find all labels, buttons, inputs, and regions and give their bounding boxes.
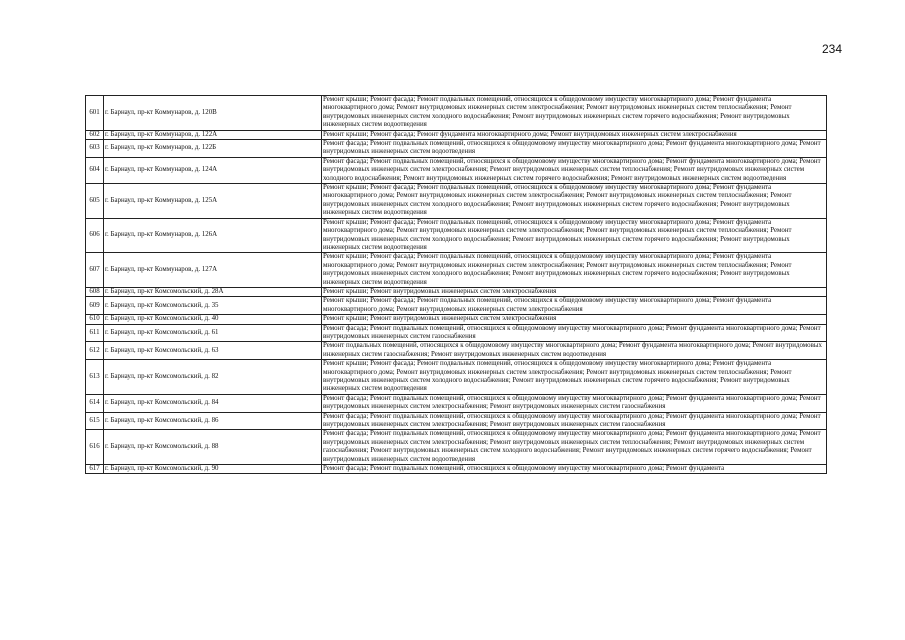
row-number: 615: [86, 412, 104, 430]
row-works: Ремонт фасада; Ремонт подвальных помещений, относящихся к общедомовому имуществу многоквартирного дома; Ремонт фундамента многоквартирного дома; Ремонт внутридомовых инженерных систем электроснабжения; Ремонт внутридомовых инженерных систем теплоснабжения; Ремонт внутридомовых инженерных систем газоснабжения; Ремонт внутридомовых инженерных систем холодного водоснабжения; Ремонт внутридомовых инженерных систем горячего водоснабжения; Ремонт внутридомовых инженерных систем водоотведения: [322, 430, 827, 465]
row-works: Ремонт крыши; Ремонт внутридомовых инженерных систем электроснабжения: [322, 287, 827, 296]
row-number: 617: [86, 465, 104, 474]
row-number: 616: [86, 430, 104, 465]
row-address: г. Барнаул, пр-кт Комсомольский, д. 86: [104, 412, 322, 430]
row-number: 614: [86, 394, 104, 412]
table-row: [86, 315, 827, 324]
table-row: [86, 140, 827, 158]
table-row: [86, 287, 827, 296]
row-address: г. Барнаул, пр-кт Коммунаров, д. 126А: [104, 218, 322, 253]
table-row: [86, 430, 827, 465]
row-works: Ремонт крыши; Ремонт фасада; Ремонт подвальных помещений, относящихся к общедомовому имуществу многоквартирного дома; Ремонт фундамента многоквартирного дома; Ремонт внутридомовых инженерных систем электроснабжения; Ремонт внутридомовых инженерных систем теплоснабжения; Ремонт внутридомовых инженерных систем холодного водоснабжения; Ремонт внутридомовых инженерных систем горячего водоснабжения; Ремонт внутридомовых инженерных систем водоотведения: [322, 253, 827, 288]
row-address: г. Барнаул, пр-кт Комсомольский, д. 82: [104, 360, 322, 395]
row-number: 612: [86, 342, 104, 360]
row-works: Ремонт фасада; Ремонт подвальных помещений, относящихся к общедомовому имуществу многоквартирного дома; Ремонт фундамента: [322, 465, 827, 474]
row-address: г. Барнаул, пр-кт Коммунаров, д. 127А: [104, 253, 322, 288]
row-address: г. Барнаул, пр-кт Комсомольский, д. 84: [104, 394, 322, 412]
row-works: Ремонт крыши; Ремонт фасада; Ремонт подвальных помещений, относящихся к общедомовому имуществу многоквартирного дома; Ремонт фундамента многоквартирного дома; Ремонт внутридомовых инженерных систем электроснабжения; Ремонт внутридомовых инженерных систем теплоснабжения; Ремонт внутридомовых инженерных систем холодного водоснабжения; Ремонт внутридомовых инженерных систем горячего водоснабжения; Ремонт внутридомовых инженерных систем водоотведения: [322, 96, 827, 131]
row-number: 608: [86, 287, 104, 296]
row-number: 602: [86, 130, 104, 139]
table-row: [86, 157, 827, 183]
row-address: г. Барнаул, пр-кт Коммунаров, д. 124А: [104, 157, 322, 183]
row-address: г. Барнаул, пр-кт Коммунаров, д. 120В: [104, 96, 322, 131]
table-row: [86, 324, 827, 342]
row-address: г. Барнаул, пр-кт Коммунаров, д. 122А: [104, 130, 322, 139]
page-number: 234: [822, 42, 843, 56]
table-row: [86, 465, 827, 474]
row-works: Ремонт крыши; Ремонт фасада; Ремонт подвальных помещений, относящихся к общедомовому имуществу многоквартирного дома; Ремонт фундамента многоквартирного дома; Ремонт внутридомовых инженерных систем электроснабжения; Ремонт внутридомовых инженерных систем теплоснабжения; Ремонт внутридомовых инженерных систем холодного водоснабжения; Ремонт внутридомовых инженерных систем горячего водоснабжения; Ремонт внутридомовых инженерных систем водоотведения: [322, 184, 827, 219]
row-number: 607: [86, 253, 104, 288]
table-row: [86, 253, 827, 288]
row-address: г. Барнаул, пр-кт Комсомольский, д. 40: [104, 315, 322, 324]
row-number: 609: [86, 297, 104, 315]
row-works: Ремонт фасада; Ремонт подвальных помещений, относящихся к общедомовому имуществу многоквартирного дома; Ремонт фундамента многоквартирного дома; Ремонт внутридомовых инженерных систем электроснабжения; Ремонт внутридомовых инженерных систем теплоснабжения; Ремонт внутридомовых инженерных систем холодного водоснабжения; Ремонт внутридомовых инженерных систем горячего водоснабжения; Ремонт внутридомовых инженерных систем водоотведения: [322, 157, 827, 183]
table-row: [86, 184, 827, 219]
row-number: 604: [86, 157, 104, 183]
row-address: г. Барнаул, пр-кт Комсомольский, д. 28А: [104, 287, 322, 296]
row-address: г. Барнаул, пр-кт Комсомольский, д. 63: [104, 342, 322, 360]
row-number: 605: [86, 184, 104, 219]
row-address: г. Барнаул, пр-кт Комсомольский, д. 35: [104, 297, 322, 315]
row-works: Ремонт фасада; Ремонт подвальных помещений, относящихся к общедомовому имуществу многоквартирного дома; Ремонт фундамента многоквартирного дома; Ремонт внутридомовых инженерных систем электроснабжения; Ремонт внутридомовых инженерных систем газоснабжения: [322, 394, 827, 412]
row-works: Ремонт подвальных помещений, относящихся к общедомовому имуществу многоквартирного дома; Ремонт фундамента многоквартирного дома; Ремонт внутридомовых инженерных систем газоснабжения; Ремонт внутридомовых инженерных систем водоотведения: [322, 342, 827, 360]
row-works: Ремонт крыши; Ремонт фасада; Ремонт подвальных помещений, относящихся к общедомовому имуществу многоквартирного дома; Ремонт фундамента многоквартирного дома; Ремонт внутридомовых инженерных систем электроснабжения: [322, 297, 827, 315]
row-number: 610: [86, 315, 104, 324]
table-row: [86, 412, 827, 430]
row-address: г. Барнаул, пр-кт Комсомольский, д. 61: [104, 324, 322, 342]
row-works: Ремонт фасада; Ремонт подвальных помещений, относящихся к общедомовому имуществу многоквартирного дома; Ремонт фундамента многоквартирного дома; Ремонт внутридомовых инженерных систем газоснабжения: [322, 324, 827, 342]
table-row: [86, 342, 827, 360]
houses-repair-table: [85, 95, 827, 474]
table-row: [86, 360, 827, 395]
row-works: Ремонт фасада; Ремонт подвальных помещений, относящихся к общедомовому имуществу многоквартирного дома; Ремонт фундамента многоквартирного дома; Ремонт внутридомовых инженерных систем электроснабжения; Ремонт внутридомовых инженерных систем газоснабжения: [322, 412, 827, 430]
row-works: Ремонт крыши; Ремонт фасада; Ремонт фундамента многоквартирного дома; Ремонт внутридомовых инженерных систем электроснабжения: [322, 130, 827, 139]
table-row: [86, 96, 827, 131]
row-works: Ремонт крыши; Ремонт фасада; Ремонт подвальных помещений, относящихся к общедомовому имуществу многоквартирного дома; Ремонт фундамента многоквартирного дома; Ремонт внутридомовых инженерных систем электроснабжения; Ремонт внутридомовых инженерных систем теплоснабжения; Ремонт внутридомовых инженерных систем холодного водоснабжения; Ремонт внутридомовых инженерных систем горячего водоснабжения; Ремонт внутридомовых инженерных систем водоотведения: [322, 360, 827, 395]
row-address: г. Барнаул, пр-кт Коммунаров, д. 122Б: [104, 140, 322, 158]
table-row: [86, 297, 827, 315]
table-row: [86, 394, 827, 412]
row-address: г. Барнаул, пр-кт Коммунаров, д. 125А: [104, 184, 322, 219]
table-body: [86, 96, 827, 474]
row-number: 601: [86, 96, 104, 131]
row-address: г. Барнаул, пр-кт Комсомольский, д. 90: [104, 465, 322, 474]
row-works: Ремонт крыши; Ремонт фасада; Ремонт подвальных помещений, относящихся к общедомовому имуществу многоквартирного дома; Ремонт фундамента многоквартирного дома; Ремонт внутридомовых инженерных систем электроснабжения; Ремонт внутридомовых инженерных систем теплоснабжения; Ремонт внутридомовых инженерных систем холодного водоснабжения; Ремонт внутридомовых инженерных систем горячего водоснабжения; Ремонт внутридомовых инженерных систем водоотведения: [322, 218, 827, 253]
row-number: 603: [86, 140, 104, 158]
row-address: г. Барнаул, пр-кт Комсомольский, д. 88: [104, 430, 322, 465]
row-works: Ремонт фасада; Ремонт подвальных помещений, относящихся к общедомовому имуществу многоквартирного дома; Ремонт фундамента многоквартирного дома; Ремонт внутридомовых инженерных систем водоотведения: [322, 140, 827, 158]
table-row: [86, 218, 827, 253]
table-row: [86, 130, 827, 139]
row-number: 613: [86, 360, 104, 395]
row-works: Ремонт крыши; Ремонт внутридомовых инженерных систем электроснабжения: [322, 315, 827, 324]
row-number: 611: [86, 324, 104, 342]
row-number: 606: [86, 218, 104, 253]
